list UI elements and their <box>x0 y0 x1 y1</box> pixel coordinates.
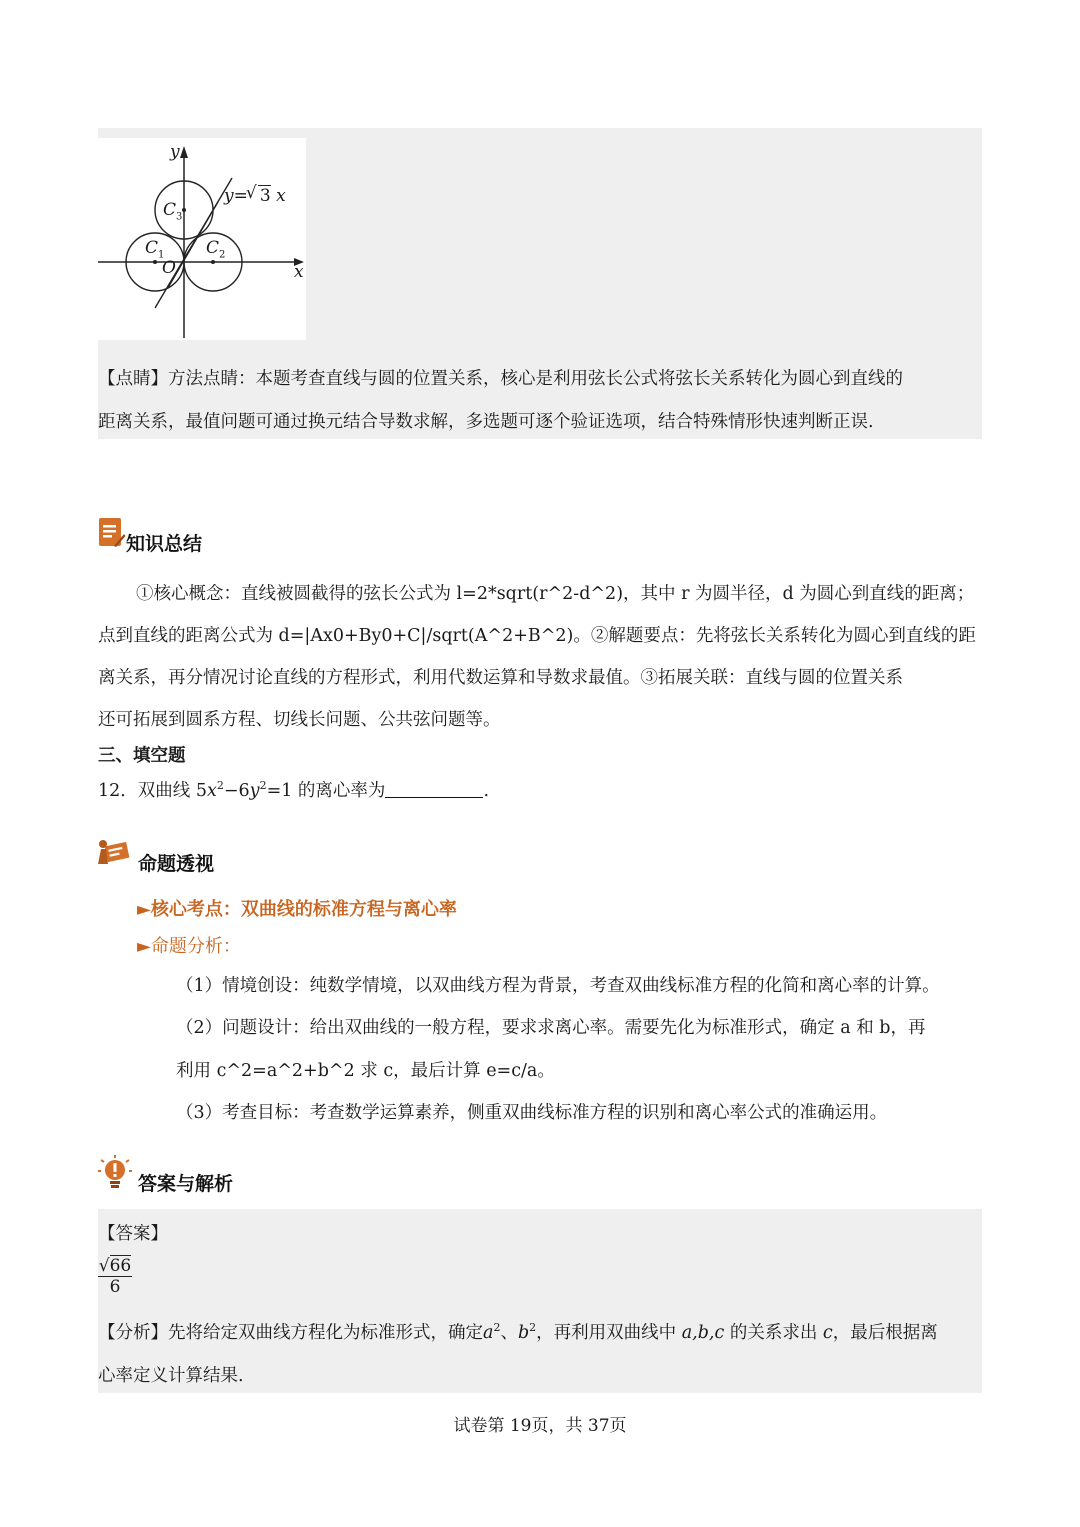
answer-tag: 【答案】 <box>98 1224 168 1244</box>
question-12: 12．双曲线 $5x^2-6y^2=1$ 的离心率为 . <box>98 779 490 801</box>
analysis-label: ►命题分析： <box>137 936 241 957</box>
lightbulb-icon <box>96 1154 134 1194</box>
pointer-line-2: 距离关系，最值问题可通过换元结合导数求解，多选题可逐个验证选项，结合特殊情形快速判断正误. <box>98 412 874 432</box>
answer-blank <box>385 781 483 798</box>
y-axis-label: y <box>170 142 180 162</box>
presenter-icon <box>96 834 136 872</box>
answer-analysis-line-2: 心率定义计算结果. <box>98 1366 244 1386</box>
answer-heading: 答案与解析 <box>98 1154 298 1198</box>
c2-label: $C_2$ <box>206 238 226 261</box>
analysis-item-3: （3）考查目标：考查数学运算素养，侧重双曲线标准方程的识别和离心率公式的准确运用。 <box>176 1103 888 1123</box>
circles-figure <box>98 138 306 340</box>
c3-label: $C_3$ <box>163 200 183 223</box>
knowledge-line-1: ①核心概念：直线被圆截得的弦长公式为 l=2*sqrt(r^2-d^2)，其中 r 为圆半径，d 为圆心到直线的距离； <box>136 584 975 604</box>
fill-blank-heading: 三、填空题 <box>98 746 186 766</box>
answer-analysis-line-1: 【分析】先将给定双曲线方程化为标准形式，确定$a^2$、$b^2$，再利用双曲线中 a,b,c 的关系求出 c，最后根据离 <box>98 1321 938 1343</box>
page-footer: 试卷第 19页，共 37页 <box>453 1416 627 1436</box>
knowledge-line-2: 点到直线的距离公式为 d=|Ax0+By0+C|/sqrt(A^2+B^2)。②解题要点：先将弦长关系转化为圆心到直线的距 <box>98 626 976 646</box>
knowledge-line-4: 还可拓展到圆系方程、切线长问题、公共弦问题等。 <box>98 710 501 730</box>
answer-fraction: √66 6 <box>98 1256 132 1297</box>
analysis-item-2a: （2）问题设计：给出双曲线的一般方程，要求求离心率。需要先化为标准形式，确定 a 和 b，再 <box>176 1018 926 1038</box>
line-equation-label: y= √ 3 x <box>224 183 286 206</box>
knowledge-heading: 知识总结 <box>98 514 298 558</box>
knowledge-line-3: 离关系，再分情况讨论直线的方程形式，利用代数运算和导数求最值。③拓展关联：直线与圆的位置关系 <box>98 668 903 688</box>
pointer-line-1: 【点睛】方法点睛：本题考查直线与圆的位置关系，核心是利用弦长公式将弦长关系转化为圆心到直线的 <box>98 369 903 389</box>
analysis-heading: 命题透视 <box>98 834 298 878</box>
x-axis-label: x <box>294 262 304 282</box>
core-point-label: ►核心考点：双曲线的标准方程与离心率 <box>137 899 457 920</box>
origin-label: O <box>162 258 176 278</box>
analysis-item-1: （1）情境创设：纯数学情境，以双曲线方程为背景，考查双曲线标准方程的化简和离心率的计算。 <box>176 976 940 996</box>
analysis-item-2b: 利用 c^2=a^2+b^2 求 c，最后计算 e=c/a。 <box>176 1061 555 1081</box>
notebook-icon <box>98 516 126 550</box>
c1-label: $C_1$ <box>145 238 165 261</box>
